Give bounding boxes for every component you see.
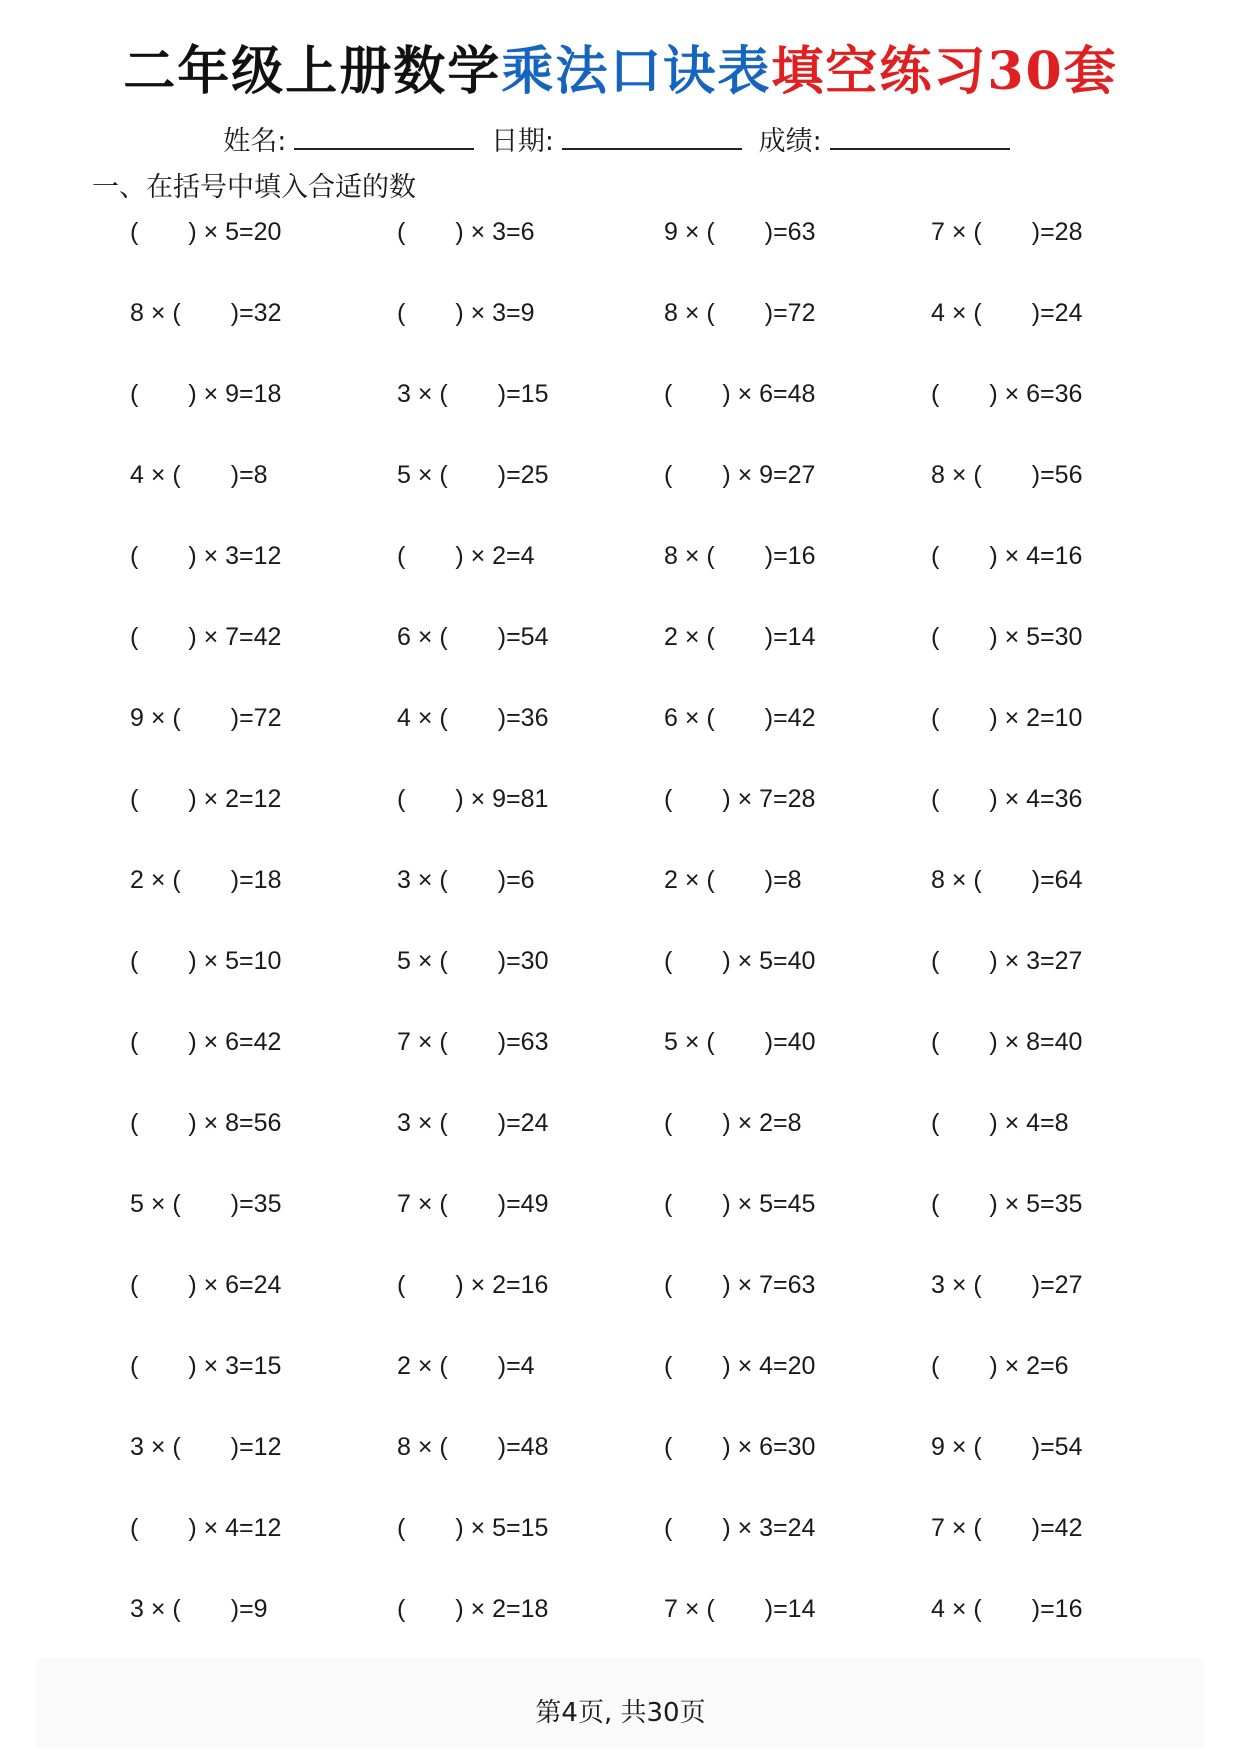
date-label: 日期: bbox=[490, 126, 555, 157]
expression-text: =63 bbox=[506, 1028, 549, 1056]
answer-blank[interactable]: ( ) bbox=[664, 1190, 731, 1218]
expression-text: =30 bbox=[506, 947, 549, 975]
answer-blank[interactable]: ( ) bbox=[664, 1433, 731, 1461]
expression-text: × 5=20 bbox=[196, 218, 282, 246]
problem-row bbox=[130, 1184, 1130, 1265]
answer-blank[interactable]: ( ) bbox=[973, 218, 1041, 246]
problem bbox=[397, 374, 617, 414]
expression-text: 6 × bbox=[664, 704, 707, 732]
expression-text: 3 × bbox=[397, 866, 440, 894]
answer-blank[interactable]: ( ) bbox=[931, 1190, 998, 1218]
problem bbox=[664, 698, 884, 738]
title-topic: 乘法口诀表 bbox=[501, 41, 772, 102]
expression-text: =72 bbox=[773, 299, 816, 327]
problem bbox=[397, 212, 617, 252]
expression-text: × 6=42 bbox=[196, 1028, 282, 1056]
problem-row bbox=[130, 455, 1130, 536]
expression-text: 9 × bbox=[931, 1433, 974, 1461]
problem bbox=[931, 1346, 1151, 1386]
answer-blank[interactable]: ( ) bbox=[130, 623, 197, 651]
problem-row bbox=[130, 212, 1130, 293]
answer-blank[interactable]: ( ) bbox=[130, 785, 197, 813]
expression-text: × 6=30 bbox=[730, 1433, 816, 1461]
problem bbox=[931, 941, 1151, 981]
problem bbox=[397, 698, 617, 738]
expression-text: × 4=36 bbox=[997, 785, 1083, 813]
problem bbox=[130, 536, 350, 576]
expression-text: =27 bbox=[1040, 1271, 1083, 1299]
problem bbox=[664, 1184, 884, 1224]
expression-text: × 2=12 bbox=[196, 785, 282, 813]
expression-text: × 9=81 bbox=[463, 785, 549, 813]
expression-text: 7 × bbox=[931, 218, 974, 246]
problem bbox=[931, 1427, 1151, 1467]
answer-blank[interactable]: ( ) bbox=[706, 704, 774, 732]
answer-blank[interactable]: ( ) bbox=[397, 1514, 464, 1542]
answer-blank[interactable]: ( ) bbox=[439, 704, 507, 732]
problem bbox=[664, 779, 884, 819]
score-label: 成绩: bbox=[758, 126, 822, 157]
problem bbox=[664, 860, 884, 900]
answer-blank[interactable]: ( ) bbox=[397, 1271, 464, 1299]
problem bbox=[397, 455, 617, 495]
page-number: 第4页, 共30页 bbox=[535, 1698, 706, 1728]
problem bbox=[931, 293, 1151, 333]
answer-blank[interactable]: ( ) bbox=[664, 785, 731, 813]
problem bbox=[130, 779, 350, 819]
problem bbox=[931, 779, 1151, 819]
problem-row bbox=[130, 1103, 1130, 1184]
answer-blank[interactable]: ( ) bbox=[439, 1028, 507, 1056]
expression-text: × 5=45 bbox=[730, 1190, 816, 1218]
answer-blank[interactable]: ( ) bbox=[973, 866, 1041, 894]
problem bbox=[664, 1427, 884, 1467]
problem bbox=[397, 617, 617, 657]
expression-text: × 7=28 bbox=[730, 785, 816, 813]
expression-text: × 5=30 bbox=[997, 623, 1083, 651]
problem bbox=[130, 1508, 350, 1548]
answer-blank[interactable]: ( ) bbox=[439, 1433, 507, 1461]
expression-text: =14 bbox=[773, 623, 816, 651]
problem bbox=[931, 1265, 1151, 1305]
expression-text: 8 × bbox=[130, 299, 173, 327]
answer-blank[interactable]: ( ) bbox=[130, 380, 197, 408]
problem bbox=[931, 455, 1151, 495]
expression-text: =18 bbox=[239, 866, 282, 894]
problem bbox=[130, 455, 350, 495]
answer-blank[interactable]: ( ) bbox=[439, 623, 507, 651]
problem bbox=[130, 941, 350, 981]
answer-blank[interactable]: ( ) bbox=[706, 623, 774, 651]
problem bbox=[130, 293, 350, 333]
problem bbox=[931, 374, 1151, 414]
expression-text: × 5=35 bbox=[997, 1190, 1083, 1218]
expression-text: × 6=24 bbox=[196, 1271, 282, 1299]
answer-blank[interactable]: ( ) bbox=[664, 1271, 731, 1299]
problem-row bbox=[130, 1508, 1130, 1589]
expression-text: × 9=18 bbox=[196, 380, 282, 408]
expression-text: =9 bbox=[239, 1595, 268, 1623]
problem bbox=[931, 212, 1151, 252]
expression-text: 2 × bbox=[664, 866, 707, 894]
expression-text: × 4=20 bbox=[730, 1352, 816, 1380]
expression-text: 5 × bbox=[664, 1028, 707, 1056]
title-grade: 二年级上册数学 bbox=[123, 41, 502, 102]
expression-text: =24 bbox=[506, 1109, 549, 1137]
answer-blank[interactable]: ( ) bbox=[664, 461, 731, 489]
expression-text: × 3=9 bbox=[463, 299, 535, 327]
expression-text: × 8=56 bbox=[196, 1109, 282, 1137]
answer-blank[interactable]: ( ) bbox=[931, 704, 998, 732]
expression-text: 5 × bbox=[397, 461, 440, 489]
answer-blank[interactable]: ( ) bbox=[931, 785, 998, 813]
answer-blank[interactable]: ( ) bbox=[130, 1352, 197, 1380]
expression-text: 7 × bbox=[397, 1190, 440, 1218]
expression-text: 4 × bbox=[931, 1595, 974, 1623]
problem bbox=[931, 698, 1151, 738]
expression-text: 5 × bbox=[130, 1190, 173, 1218]
expression-text: =63 bbox=[773, 218, 816, 246]
problem-row bbox=[130, 1022, 1130, 1103]
answer-blank[interactable]: ( ) bbox=[397, 218, 464, 246]
section-heading: 一、在括号中填入合适的数 bbox=[92, 172, 416, 203]
expression-text: × 3=15 bbox=[196, 1352, 282, 1380]
expression-text: =54 bbox=[506, 623, 549, 651]
expression-text: 4 × bbox=[397, 704, 440, 732]
answer-blank[interactable]: ( ) bbox=[706, 299, 774, 327]
answer-blank[interactable]: ( ) bbox=[973, 1433, 1041, 1461]
answer-blank[interactable]: ( ) bbox=[664, 380, 731, 408]
answer-blank[interactable]: ( ) bbox=[706, 218, 774, 246]
problem bbox=[931, 1589, 1151, 1629]
expression-text: =42 bbox=[1040, 1514, 1083, 1542]
problem bbox=[130, 374, 350, 414]
problem bbox=[664, 941, 884, 981]
expression-text: 2 × bbox=[130, 866, 173, 894]
expression-text: 8 × bbox=[664, 299, 707, 327]
expression-text: × 4=12 bbox=[196, 1514, 282, 1542]
answer-blank[interactable]: ( ) bbox=[439, 461, 507, 489]
problem bbox=[664, 212, 884, 252]
answer-blank[interactable]: ( ) bbox=[439, 1109, 507, 1137]
problem bbox=[130, 1589, 350, 1629]
problem bbox=[130, 1103, 350, 1143]
problem bbox=[130, 212, 350, 252]
answer-blank[interactable]: ( ) bbox=[664, 1514, 731, 1542]
problem bbox=[664, 536, 884, 576]
problem bbox=[931, 1184, 1151, 1224]
expression-text: × 3=12 bbox=[196, 542, 282, 570]
problem bbox=[397, 1589, 617, 1629]
expression-text: × 2=10 bbox=[997, 704, 1083, 732]
problem bbox=[664, 1346, 884, 1386]
answer-blank[interactable]: ( ) bbox=[664, 1109, 731, 1137]
expression-text: × 2=8 bbox=[730, 1109, 802, 1137]
problem bbox=[664, 455, 884, 495]
expression-text: =64 bbox=[1040, 866, 1083, 894]
answer-blank[interactable]: ( ) bbox=[130, 1109, 197, 1137]
expression-text: 2 × bbox=[397, 1352, 440, 1380]
expression-text: =25 bbox=[506, 461, 549, 489]
answer-blank[interactable]: ( ) bbox=[130, 1271, 197, 1299]
name-field[interactable] bbox=[294, 124, 474, 150]
problem bbox=[397, 1103, 617, 1143]
problem-row bbox=[130, 1346, 1130, 1427]
expression-text: 3 × bbox=[931, 1271, 974, 1299]
problem-row bbox=[130, 536, 1130, 617]
problem-row bbox=[130, 293, 1130, 374]
problem bbox=[397, 1346, 617, 1386]
expression-text: =12 bbox=[239, 1433, 282, 1461]
problem-row bbox=[130, 374, 1130, 455]
answer-blank[interactable]: ( ) bbox=[439, 866, 507, 894]
answer-blank[interactable]: ( ) bbox=[130, 947, 197, 975]
problem-row bbox=[130, 698, 1130, 779]
answer-blank[interactable]: ( ) bbox=[130, 218, 197, 246]
problem bbox=[931, 1103, 1151, 1143]
answer-blank[interactable]: ( ) bbox=[973, 1514, 1041, 1542]
answer-blank[interactable]: ( ) bbox=[172, 299, 240, 327]
expression-text: 8 × bbox=[664, 542, 707, 570]
problem bbox=[664, 1508, 884, 1548]
problem bbox=[397, 860, 617, 900]
problem bbox=[397, 536, 617, 576]
expression-text: × 2=6 bbox=[997, 1352, 1069, 1380]
name-label: 姓名: bbox=[223, 126, 287, 157]
answer-blank[interactable]: ( ) bbox=[931, 1109, 998, 1137]
expression-text: =8 bbox=[239, 461, 268, 489]
expression-text: 3 × bbox=[397, 380, 440, 408]
expression-text: × 8=40 bbox=[997, 1028, 1083, 1056]
expression-text: =48 bbox=[506, 1433, 549, 1461]
expression-text: 4 × bbox=[931, 299, 974, 327]
expression-text: × 7=63 bbox=[730, 1271, 816, 1299]
expression-text: =35 bbox=[239, 1190, 282, 1218]
expression-text: × 6=48 bbox=[730, 380, 816, 408]
expression-text: × 2=18 bbox=[463, 1595, 549, 1623]
expression-text: × 4=8 bbox=[997, 1109, 1069, 1137]
answer-blank[interactable]: ( ) bbox=[931, 623, 998, 651]
expression-text: × 9=27 bbox=[730, 461, 816, 489]
expression-text: 7 × bbox=[397, 1028, 440, 1056]
problem bbox=[397, 1184, 617, 1224]
answer-blank[interactable]: ( ) bbox=[172, 1595, 240, 1623]
expression-text: 6 × bbox=[397, 623, 440, 651]
expression-text: 3 × bbox=[130, 1433, 173, 1461]
problem bbox=[130, 860, 350, 900]
expression-text: 3 × bbox=[397, 1109, 440, 1137]
expression-text: × 2=4 bbox=[463, 542, 535, 570]
answer-blank[interactable]: ( ) bbox=[664, 947, 731, 975]
answer-blank[interactable]: ( ) bbox=[172, 866, 240, 894]
problem bbox=[931, 1022, 1151, 1062]
problem bbox=[397, 1508, 617, 1548]
expression-text: 2 × bbox=[664, 623, 707, 651]
problem bbox=[664, 374, 884, 414]
answer-blank[interactable]: ( ) bbox=[931, 542, 998, 570]
expression-text: × 4=16 bbox=[997, 542, 1083, 570]
answer-blank[interactable]: ( ) bbox=[439, 380, 507, 408]
problem bbox=[931, 617, 1151, 657]
expression-text: =54 bbox=[1040, 1433, 1083, 1461]
expression-text: =8 bbox=[773, 866, 802, 894]
answer-blank[interactable]: ( ) bbox=[397, 1595, 464, 1623]
problem bbox=[130, 1427, 350, 1467]
answer-blank[interactable]: ( ) bbox=[397, 785, 464, 813]
page-title bbox=[0, 40, 1241, 104]
expression-text: =4 bbox=[506, 1352, 535, 1380]
expression-text: × 6=36 bbox=[997, 380, 1083, 408]
expression-text: =49 bbox=[506, 1190, 549, 1218]
answer-blank[interactable]: ( ) bbox=[439, 1190, 507, 1218]
answer-blank[interactable]: ( ) bbox=[931, 1028, 998, 1056]
problem bbox=[397, 1427, 617, 1467]
expression-text: × 3=27 bbox=[997, 947, 1083, 975]
expression-text: =72 bbox=[239, 704, 282, 732]
problem bbox=[130, 617, 350, 657]
problem bbox=[397, 1265, 617, 1305]
expression-text: =42 bbox=[773, 704, 816, 732]
answer-blank[interactable]: ( ) bbox=[397, 299, 464, 327]
expression-text: × 7=42 bbox=[196, 623, 282, 651]
answer-blank[interactable]: ( ) bbox=[130, 542, 197, 570]
date-field[interactable] bbox=[562, 124, 742, 150]
problem-row bbox=[130, 1265, 1130, 1346]
answer-blank[interactable]: ( ) bbox=[664, 1352, 731, 1380]
answer-blank[interactable]: ( ) bbox=[973, 299, 1041, 327]
answer-blank[interactable]: ( ) bbox=[706, 866, 774, 894]
expression-text: 7 × bbox=[931, 1514, 974, 1542]
problem-grid bbox=[130, 212, 1130, 1670]
expression-text: =28 bbox=[1040, 218, 1083, 246]
expression-text: 3 × bbox=[130, 1595, 173, 1623]
problem bbox=[931, 1508, 1151, 1548]
answer-blank[interactable]: ( ) bbox=[931, 380, 998, 408]
problem bbox=[931, 860, 1151, 900]
problem bbox=[664, 1265, 884, 1305]
problem bbox=[130, 1346, 350, 1386]
problem bbox=[664, 1022, 884, 1062]
problem bbox=[397, 779, 617, 819]
problem bbox=[664, 617, 884, 657]
answer-blank[interactable]: ( ) bbox=[172, 1433, 240, 1461]
expression-text: =40 bbox=[773, 1028, 816, 1056]
expression-text: × 3=24 bbox=[730, 1514, 816, 1542]
student-info bbox=[0, 124, 1241, 160]
answer-blank[interactable]: ( ) bbox=[931, 947, 998, 975]
problem bbox=[664, 1103, 884, 1143]
score-field[interactable] bbox=[830, 124, 1010, 150]
expression-text: 7 × bbox=[664, 1595, 707, 1623]
answer-blank[interactable]: ( ) bbox=[706, 542, 774, 570]
answer-blank[interactable]: ( ) bbox=[172, 461, 240, 489]
answer-blank[interactable]: ( ) bbox=[439, 947, 507, 975]
expression-text: × 3=6 bbox=[463, 218, 535, 246]
title-practice: 填空练习30套 bbox=[771, 41, 1118, 102]
answer-blank[interactable]: ( ) bbox=[172, 704, 240, 732]
expression-text: =6 bbox=[506, 866, 535, 894]
answer-blank[interactable]: ( ) bbox=[172, 1190, 240, 1218]
answer-blank[interactable]: ( ) bbox=[706, 1595, 774, 1623]
expression-text: 9 × bbox=[130, 704, 173, 732]
problem-row bbox=[130, 617, 1130, 698]
answer-blank[interactable]: ( ) bbox=[130, 1514, 197, 1542]
problem-row bbox=[130, 941, 1130, 1022]
answer-blank[interactable]: ( ) bbox=[706, 1028, 774, 1056]
answer-blank[interactable]: ( ) bbox=[973, 1271, 1041, 1299]
problem-row bbox=[130, 860, 1130, 941]
expression-text: × 2=16 bbox=[463, 1271, 549, 1299]
expression-text: × 5=15 bbox=[463, 1514, 549, 1542]
expression-text: =32 bbox=[239, 299, 282, 327]
problem bbox=[130, 1022, 350, 1062]
problem bbox=[130, 1265, 350, 1305]
expression-text: 8 × bbox=[397, 1433, 440, 1461]
expression-text: =16 bbox=[1040, 1595, 1083, 1623]
problem-row bbox=[130, 1427, 1130, 1508]
expression-text: =56 bbox=[1040, 461, 1083, 489]
expression-text: × 5=40 bbox=[730, 947, 816, 975]
problem bbox=[397, 293, 617, 333]
expression-text: =15 bbox=[506, 380, 549, 408]
expression-text: 5 × bbox=[397, 947, 440, 975]
answer-blank[interactable]: ( ) bbox=[973, 1595, 1041, 1623]
expression-text: 9 × bbox=[664, 218, 707, 246]
answer-blank[interactable]: ( ) bbox=[397, 542, 464, 570]
expression-text: 8 × bbox=[931, 866, 974, 894]
problem bbox=[397, 941, 617, 981]
expression-text: =14 bbox=[773, 1595, 816, 1623]
expression-text: 8 × bbox=[931, 461, 974, 489]
answer-blank[interactable]: ( ) bbox=[439, 1352, 507, 1380]
problem bbox=[931, 536, 1151, 576]
expression-text: =36 bbox=[506, 704, 549, 732]
answer-blank[interactable]: ( ) bbox=[130, 1028, 197, 1056]
problem bbox=[664, 1589, 884, 1629]
expression-text: × 5=10 bbox=[196, 947, 282, 975]
problem bbox=[130, 698, 350, 738]
answer-blank[interactable]: ( ) bbox=[973, 461, 1041, 489]
problem bbox=[130, 1184, 350, 1224]
problem-row bbox=[130, 779, 1130, 860]
expression-text: 4 × bbox=[130, 461, 173, 489]
problem bbox=[397, 1022, 617, 1062]
problem bbox=[664, 293, 884, 333]
expression-text: =16 bbox=[773, 542, 816, 570]
expression-text: =24 bbox=[1040, 299, 1083, 327]
answer-blank[interactable]: ( ) bbox=[931, 1352, 998, 1380]
